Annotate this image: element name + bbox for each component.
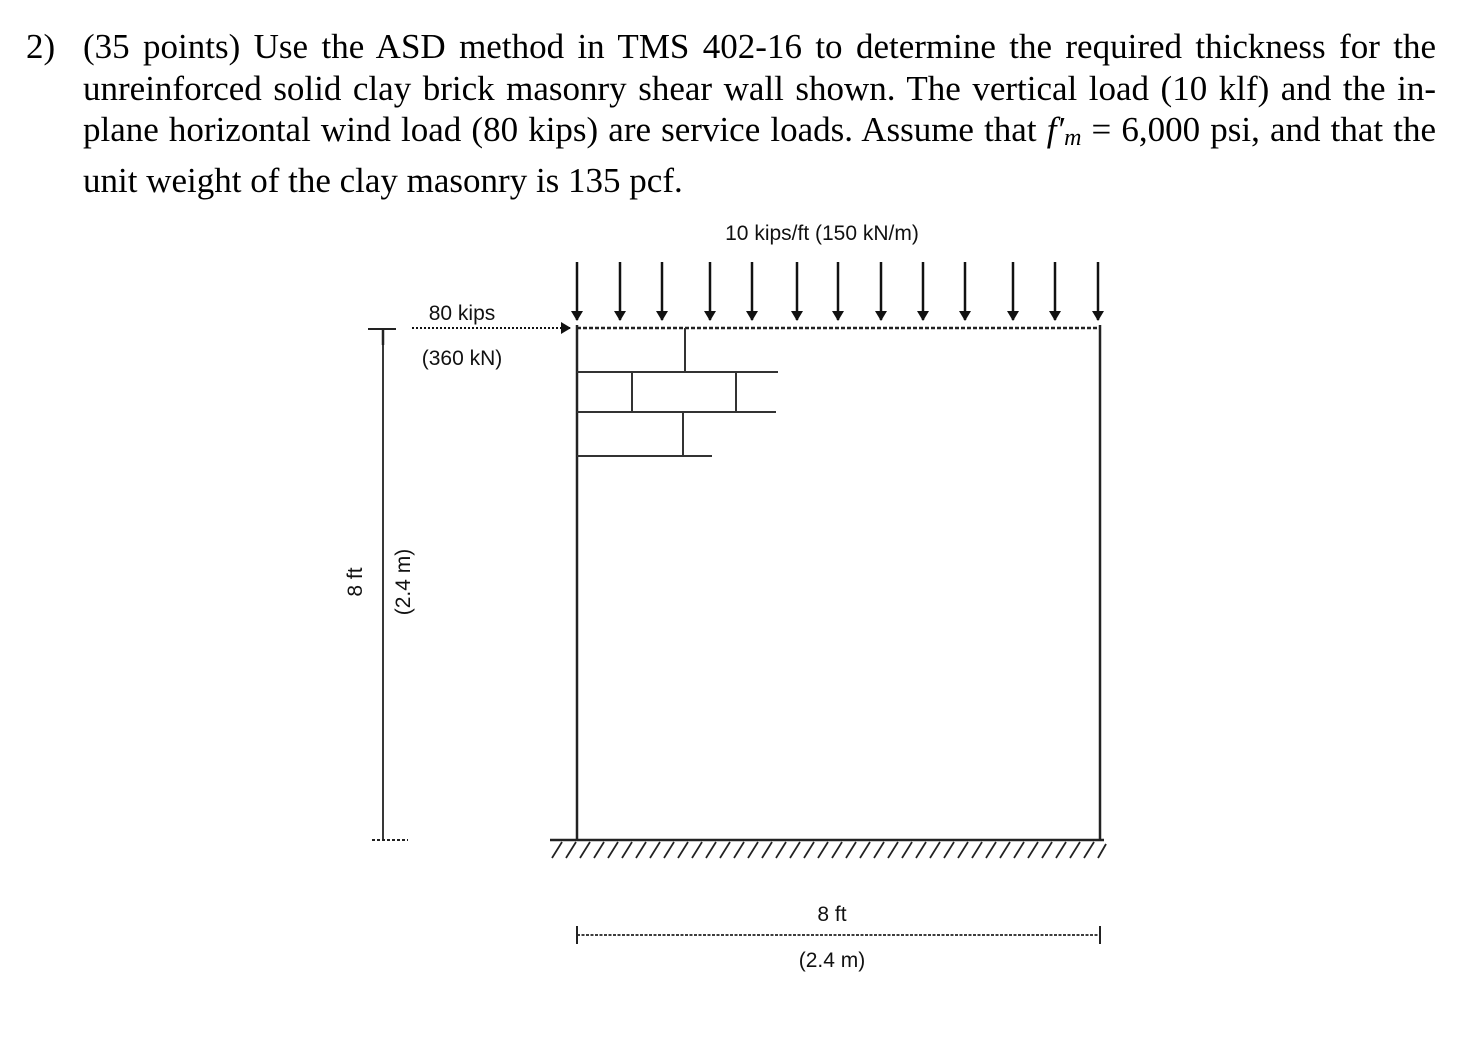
distributed-load-arrows xyxy=(577,262,1098,320)
problem-number: 2) xyxy=(26,27,56,66)
width-label: 8 ft xyxy=(817,903,847,926)
height-label-si: (2.4 m) xyxy=(392,548,415,616)
fm-symbol: $f'_m$ xyxy=(1046,110,1082,151)
distributed-load-label: 10 kips/ft (150 kN/m) xyxy=(725,222,919,245)
fixed-base xyxy=(550,840,1106,858)
horizontal-load-label: 80 kips xyxy=(428,302,496,325)
width-label-si: (2.4 m) xyxy=(798,949,866,972)
problem-line-1: (35 points) Use the ASD method in TMS 402-16 to determine the required thickness for the xyxy=(83,27,1436,66)
horizontal-load-label-si: (360 kN) xyxy=(421,347,503,370)
width-dimension xyxy=(577,926,1100,944)
fm-value-text: = 6,000 psi, and that the xyxy=(1081,110,1437,149)
brick-coursing xyxy=(577,328,778,456)
height-label: 8 ft xyxy=(344,567,367,597)
masonry-wall xyxy=(577,325,1100,840)
problem-line-2: unreinforced solid clay brick masonry shear wall shown. The vertical load (10 klf) and the in- xyxy=(83,68,1436,108)
problem-line-4: unit weight of the clay masonry is 135 pcf. xyxy=(83,160,683,200)
problem-line-3-text: plane horizontal wind load (80 kips) are service loads. Assume that xyxy=(83,110,1037,149)
